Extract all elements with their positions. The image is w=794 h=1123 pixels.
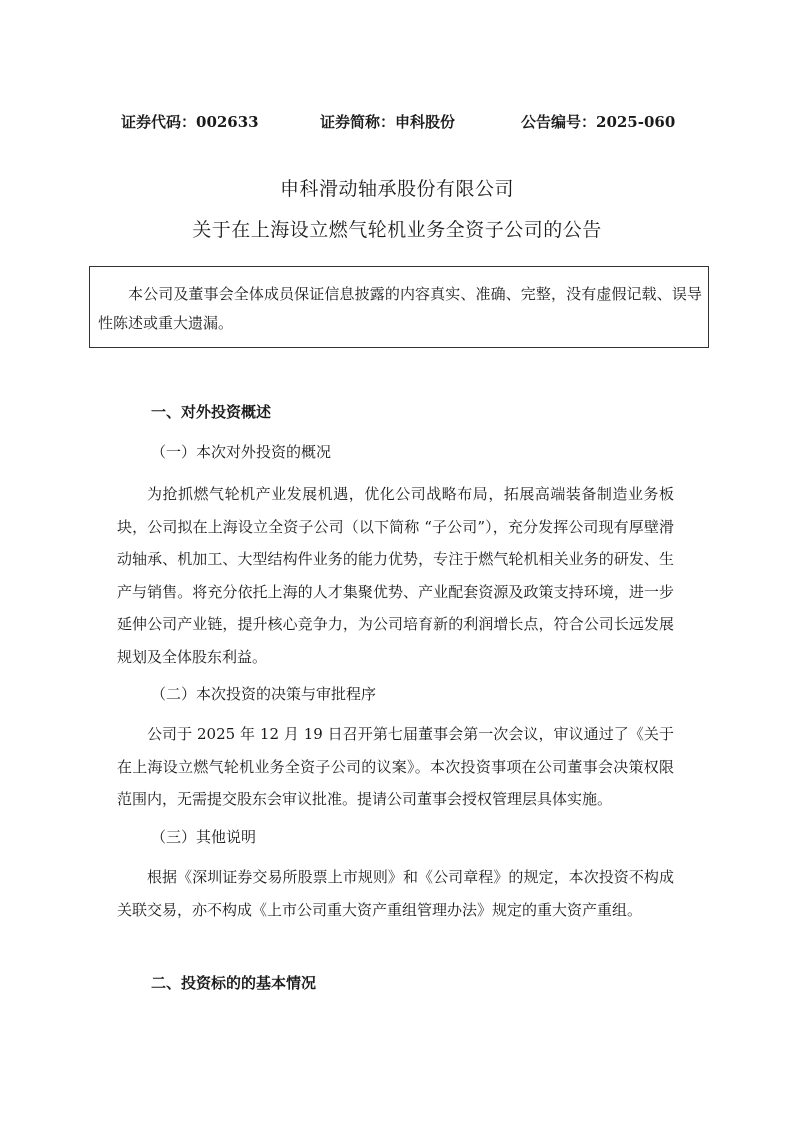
stock-short-name: 证券简称：申科股份	[320, 113, 456, 131]
company-title: 申科滑动轴承股份有限公司	[279, 178, 514, 200]
announcement-title: 关于在上海设立燃气轮机业务全资子公司的公告	[192, 219, 602, 241]
announcement-number: 公告编号：2025-060	[521, 113, 676, 131]
document-header	[121, 111, 681, 133]
stock-code: 证券代码：002633	[121, 113, 259, 131]
subsection-heading-1: （一）本次对外投资的概况	[151, 443, 332, 461]
paragraph-other: 根据《深圳证券交易所股票上市规则》和《公司章程》的规定，本次投资不构成关联交易，亦不构成《上市公司重大资产重组管理办法》规定的重大资产重组。	[117, 868, 674, 919]
disclosure-notice-text: 本公司及董事会全体成员保证信息披露的内容真实、准确、完整，没有虚假记载、误导性陈述或重大遗漏。	[98, 285, 702, 332]
subsection-heading-3: （三）其他说明	[151, 828, 257, 846]
section-heading-1: 一、对外投资概述	[151, 403, 272, 421]
disclosure-notice-box	[89, 266, 709, 348]
subsection-heading-2: （二）本次投资的决策与审批程序	[151, 685, 377, 703]
section-heading-2: 二、投资标的的基本情况	[151, 974, 317, 992]
paragraph-overview: 为抢抓燃气轮机产业发展机遇，优化公司战略布局，拓展高端装备制造业务板块，公司拟在上海设立全资子公司（以下简称 “子公司”），充分发挥公司现有厚壁滑动轴承、机加工、大型结构件业务的能力优势，专注于燃气轮机相关业务的研发、生产与销售。将充分依托上海的人才集聚优势、产业配套资源及政策支持环境，进一步延伸公司产业链，提升核心竞争力，为公司培育新的利润增长点，符合公司长远发展规划及全体股东利益。	[117, 485, 674, 666]
paragraph-approval: 公司于 2025 年 12 月 19 日召开第七届董事会第一次会议，审议通过了《关于在上海设立燃气轮机业务全资子公司的议案》。本次投资事项在公司董事会决策权限范围内，无需提交股东会审议批准。提请公司董事会授权管理层具体实施。	[117, 725, 674, 808]
